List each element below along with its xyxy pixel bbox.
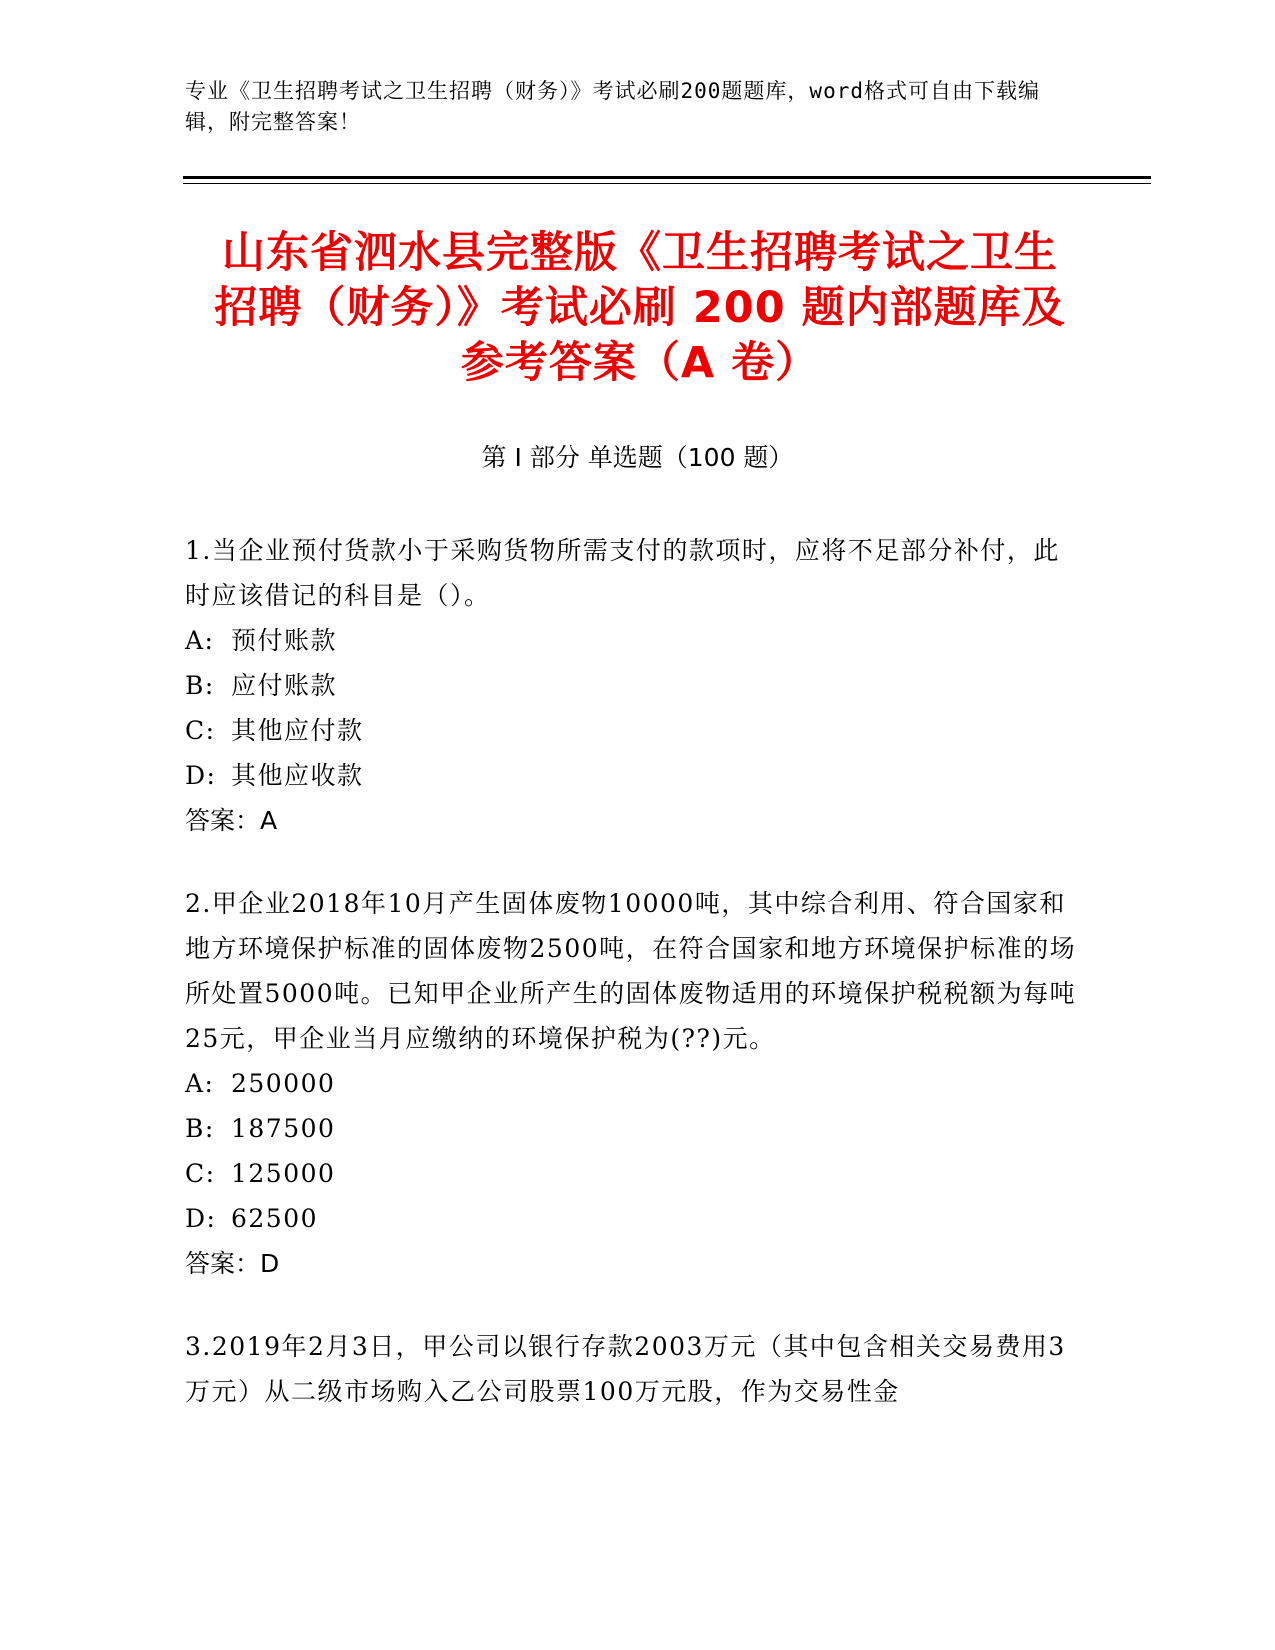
title-line: 参考答案（A 卷） (460, 338, 820, 388)
answer-line: 答案：A (185, 806, 278, 835)
option-d (185, 1196, 1085, 1241)
option-text: 250000 (231, 1069, 336, 1098)
option-text: 应付账款 (231, 671, 338, 700)
option-letter: B: (185, 1114, 215, 1143)
option-c (185, 1151, 1085, 1196)
option-text: 其他应收款 (231, 761, 364, 790)
option-letter: C: (185, 716, 216, 745)
question-stem: 2.甲企业2018年10月产生固体废物10000吨，其中综合利用、符合国家和地方环境保护标准的固体废物2500吨，在符合国家和地方环境保护标准的场所处置5000吨。已知甲企业所产生的固体废物适用的环境保护税税额为每吨25元，甲企业当月应缴纳的环境保护税为(??)元。 (185, 889, 1077, 1053)
header-rule-thin (183, 183, 1151, 184)
option-a (185, 618, 1085, 663)
option-letter: C: (185, 1159, 216, 1188)
question-item (185, 528, 1085, 843)
option-b (185, 1106, 1085, 1151)
question-stem: 3.2019年2月3日，甲公司以银行存款2003万元（其中包含相关交易费用3万元）从二级市场购入乙公司股票100万元股，作为交易性金 (185, 1332, 1066, 1406)
option-text: 预付账款 (231, 626, 338, 655)
option-text: 125000 (231, 1159, 336, 1188)
option-a (185, 1061, 1085, 1106)
option-text: 62500 (231, 1204, 319, 1233)
option-letter: A: (185, 626, 215, 655)
option-c (185, 708, 1085, 753)
option-text: 其他应付款 (231, 716, 364, 745)
question-list (185, 528, 1085, 1452)
option-b (185, 663, 1085, 708)
title-line: 山东省泗水县完整版《卫生招聘考试之卫生 (222, 228, 1058, 278)
section-heading: 第 I 部分 单选题（100 题） (481, 443, 794, 472)
question-item (185, 881, 1085, 1286)
option-d (185, 753, 1085, 798)
header-note: 专业《卫生招聘考试之卫生招聘（财务）》考试必刷200题题库，word格式可自由下载编辑，附完整答案！ (185, 79, 1040, 134)
question-item (185, 1324, 1085, 1414)
document-title (185, 226, 1095, 391)
title-line: 招聘（财务）》考试必刷 200 题内部题库及 (214, 283, 1066, 333)
option-letter: D: (185, 1204, 217, 1233)
header-rule-thick (183, 176, 1151, 179)
option-text: 187500 (231, 1114, 336, 1143)
option-letter: B: (185, 671, 215, 700)
answer-line: 答案：D (185, 1249, 280, 1278)
option-letter: A: (185, 1069, 215, 1098)
option-letter: D: (185, 761, 217, 790)
question-stem: 1.当企业预付货款小于采购货物所需支付的款项时，应将不足部分补付，此时应该借记的科目是（）。 (185, 536, 1060, 610)
